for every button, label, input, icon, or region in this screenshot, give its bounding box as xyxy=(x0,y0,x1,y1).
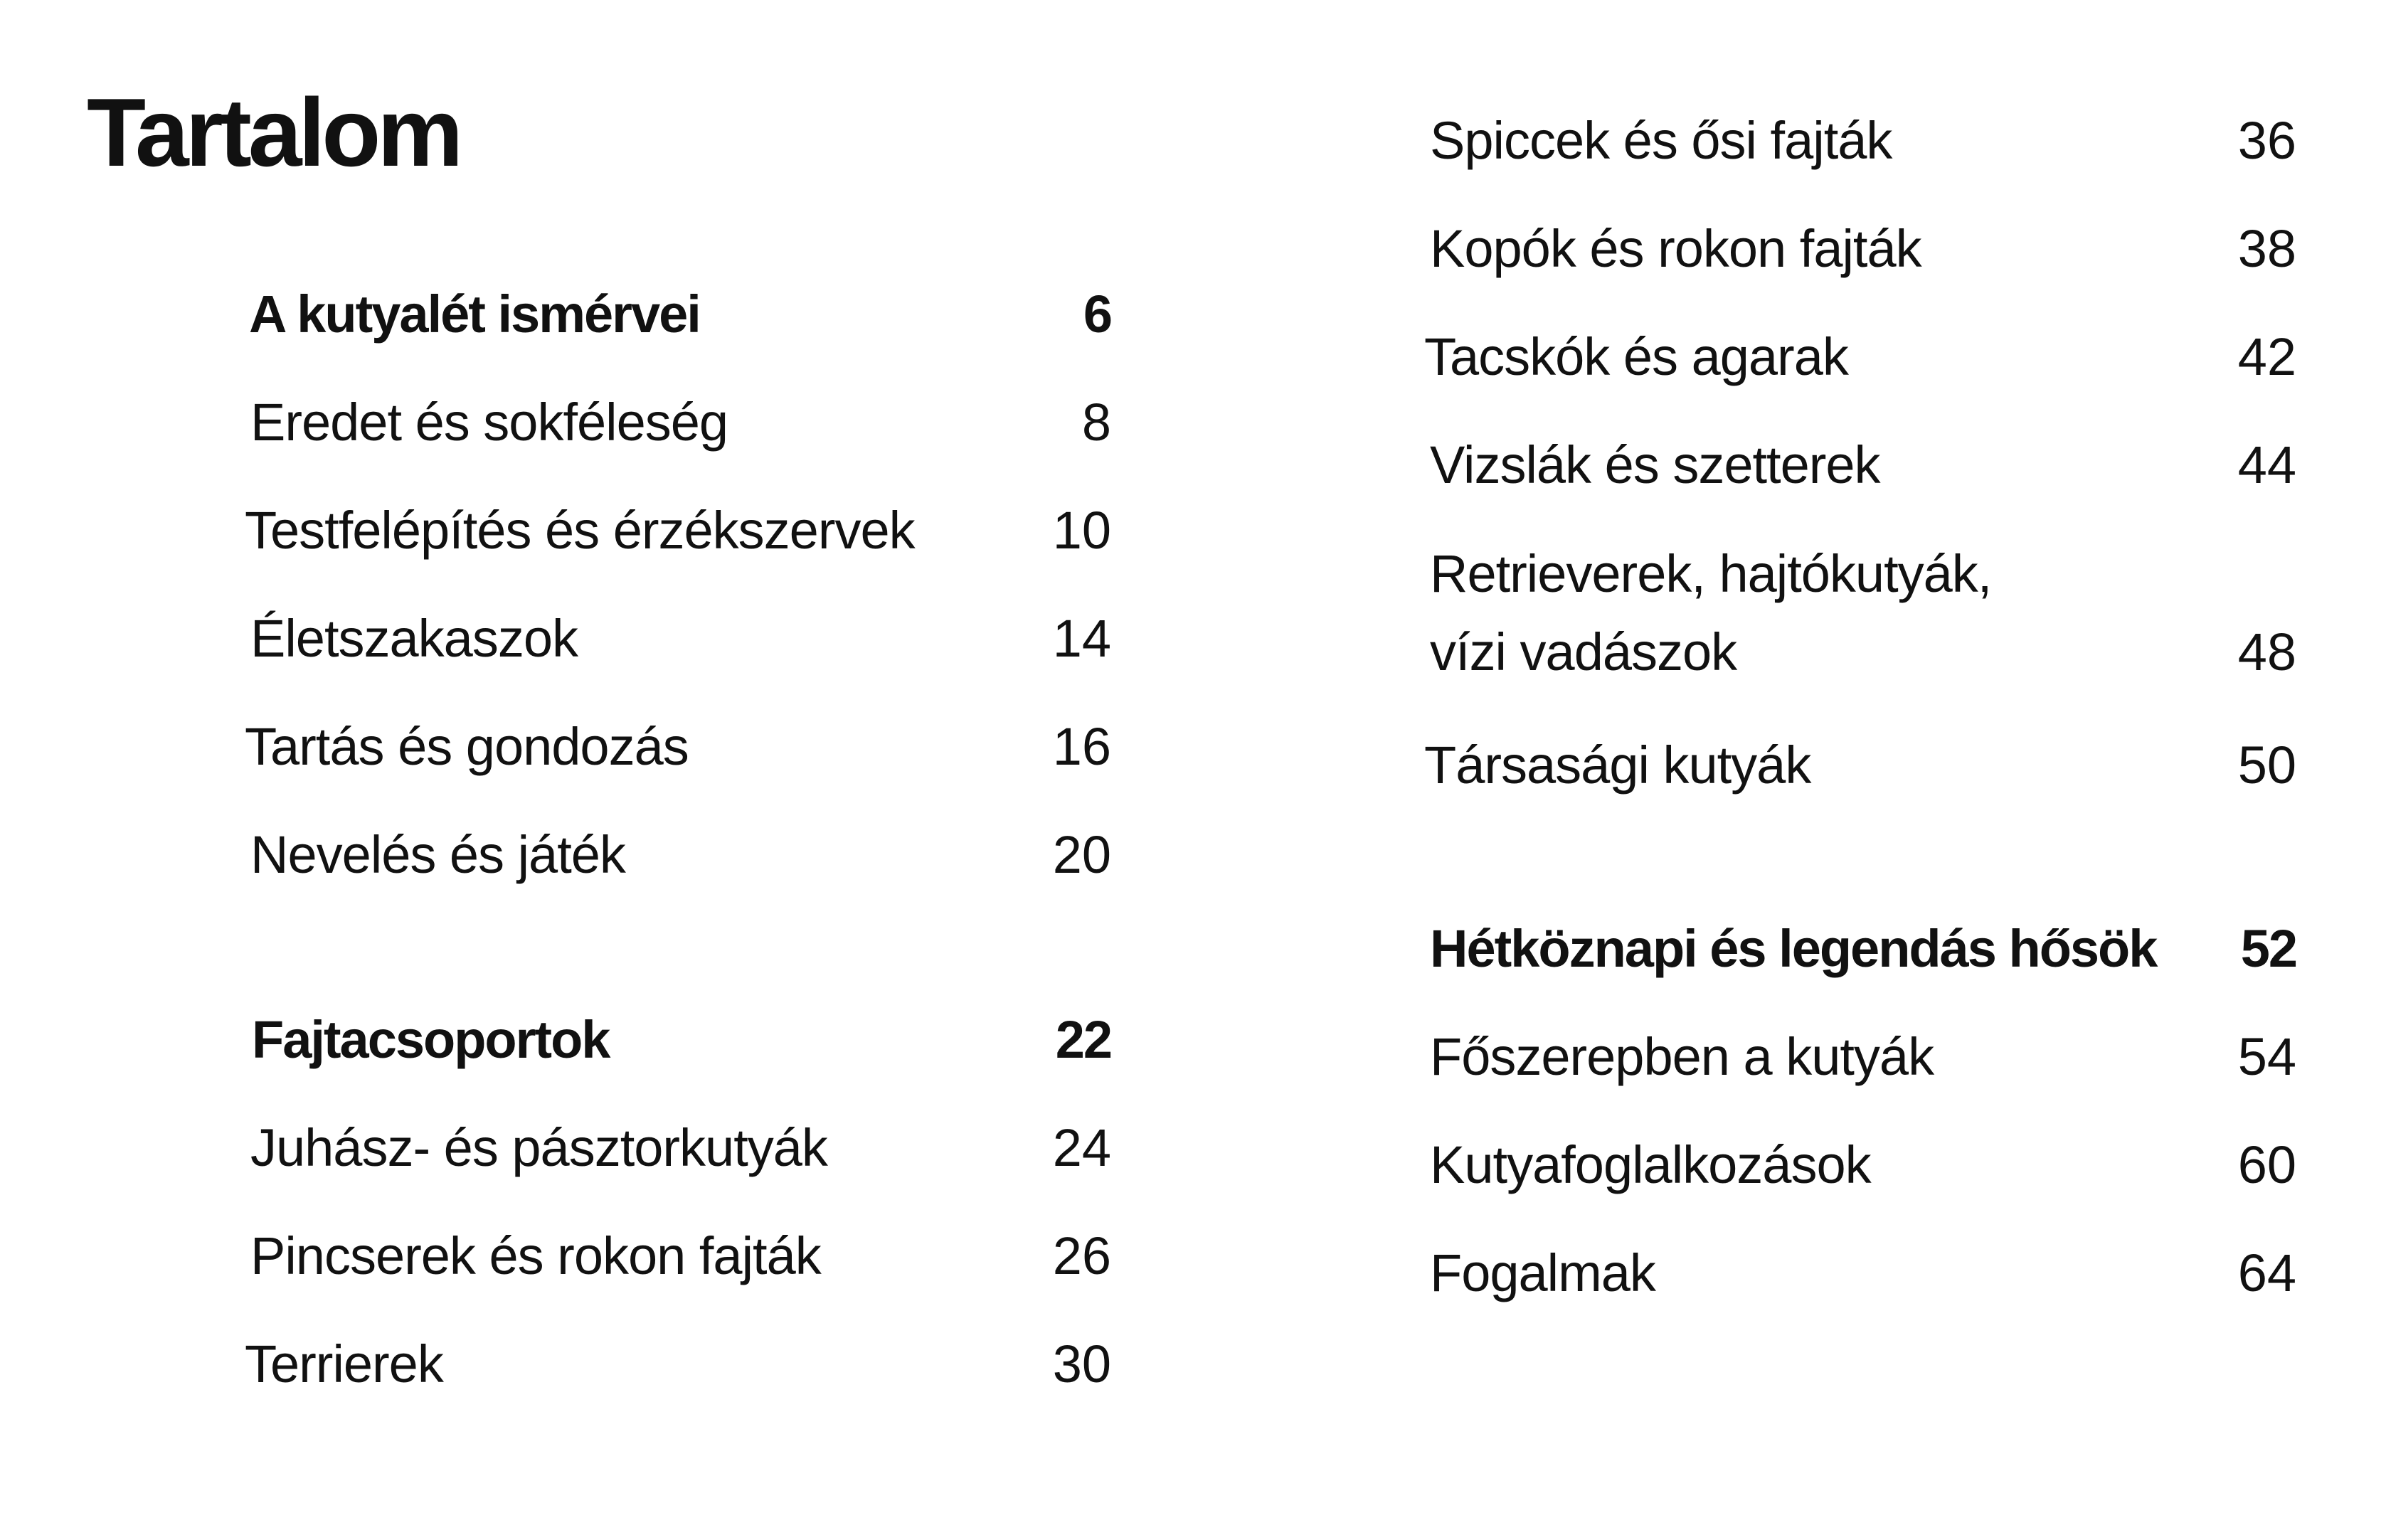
toc-section-heading[interactable] xyxy=(249,279,1111,350)
toc-page-number: 48 xyxy=(2237,622,2296,681)
toc-page-number: 14 xyxy=(1052,609,1111,668)
toc-entry[interactable] xyxy=(1430,541,2296,690)
toc-entry-label: Fogalmak xyxy=(1430,1243,1655,1302)
toc-entry[interactable] xyxy=(250,1221,1111,1292)
toc-page-number: 24 xyxy=(1052,1118,1111,1177)
toc-entry[interactable] xyxy=(1430,105,2296,176)
toc-entry-label: Nevelés és játék xyxy=(250,825,625,884)
toc-page-number: 16 xyxy=(1052,717,1111,776)
toc-entry-label: Eredet és sokféleség xyxy=(250,393,728,452)
toc-page-number: 20 xyxy=(1052,825,1111,884)
toc-entry[interactable] xyxy=(245,1329,1111,1400)
toc-entry-label: A kutyalét ismérvei xyxy=(249,285,700,344)
page-title: Tartalom xyxy=(87,78,460,186)
toc-page-number: 52 xyxy=(2240,919,2296,978)
toc-page-number: 60 xyxy=(2237,1135,2296,1194)
toc-entry[interactable] xyxy=(1430,1021,2296,1093)
toc-entry-label: Tacskók és agarak xyxy=(1424,327,1848,386)
toc-entry[interactable] xyxy=(245,495,1111,566)
toc-entry-label: Testfelépítés és érzékszervek xyxy=(245,501,915,560)
toc-entry-label: Kopók és rokon fajták xyxy=(1430,219,1921,278)
toc-entry[interactable] xyxy=(250,819,1111,891)
toc-entry[interactable] xyxy=(1424,322,2296,393)
toc-entry[interactable] xyxy=(1424,730,2296,801)
toc-entry[interactable] xyxy=(250,387,1111,458)
toc-entry-label: Pincserek és rokon fajták xyxy=(250,1226,821,1285)
toc-entry[interactable] xyxy=(250,1112,1111,1184)
toc-page-number: 42 xyxy=(2237,327,2296,386)
toc-entry-label: Tartás és gondozás xyxy=(245,717,689,776)
toc-page-number: 10 xyxy=(1052,501,1111,560)
toc-entry-label: Kutyafoglalkozások xyxy=(1430,1135,1871,1194)
toc-entry-label: Főszerepben a kutyák xyxy=(1430,1027,1934,1086)
toc-page-number: 6 xyxy=(1083,285,1111,344)
toc-entry[interactable] xyxy=(1430,1238,2296,1309)
toc-page-number: 30 xyxy=(1052,1334,1111,1393)
toc-entry-label-continued: vízi vadászok xyxy=(1430,622,1737,681)
toc-page-number: 44 xyxy=(2237,435,2296,494)
toc-entry[interactable] xyxy=(250,603,1111,674)
toc-page-number: 38 xyxy=(2237,219,2296,278)
toc-page-number: 54 xyxy=(2237,1027,2296,1086)
toc-entry[interactable] xyxy=(1430,1130,2296,1201)
toc-entry[interactable] xyxy=(1430,430,2296,501)
toc-entry-label: Terrierek xyxy=(245,1334,443,1393)
toc-page-number: 50 xyxy=(2237,736,2296,795)
toc-page-number: 22 xyxy=(1055,1010,1111,1069)
toc-entry-label: Spiccek és ősi fajták xyxy=(1430,111,1892,170)
toc-entry-label: Hétköznapi és legendás hősök xyxy=(1430,919,2157,978)
toc-entry[interactable] xyxy=(1430,213,2296,285)
toc-entry-label: Vizslák és szetterek xyxy=(1430,435,1880,494)
toc-section-heading[interactable] xyxy=(1430,913,2296,984)
toc-entry-label: Juhász- és pásztorkutyák xyxy=(250,1118,827,1177)
toc-page-number: 36 xyxy=(2237,111,2296,170)
toc-page-number: 8 xyxy=(1081,393,1111,452)
toc-page-number: 26 xyxy=(1052,1226,1111,1285)
toc-entry[interactable] xyxy=(245,711,1111,782)
toc-entry-label: Retrieverek, hajtókutyák, xyxy=(1430,544,1992,603)
toc-page-number: 64 xyxy=(2237,1243,2296,1302)
toc-entry-label: Társasági kutyák xyxy=(1424,736,1811,795)
toc-entry-label: Fajtacsoportok xyxy=(252,1010,610,1069)
toc-entry-label: Életszakaszok xyxy=(250,609,578,668)
toc-section-heading[interactable] xyxy=(252,1004,1111,1076)
